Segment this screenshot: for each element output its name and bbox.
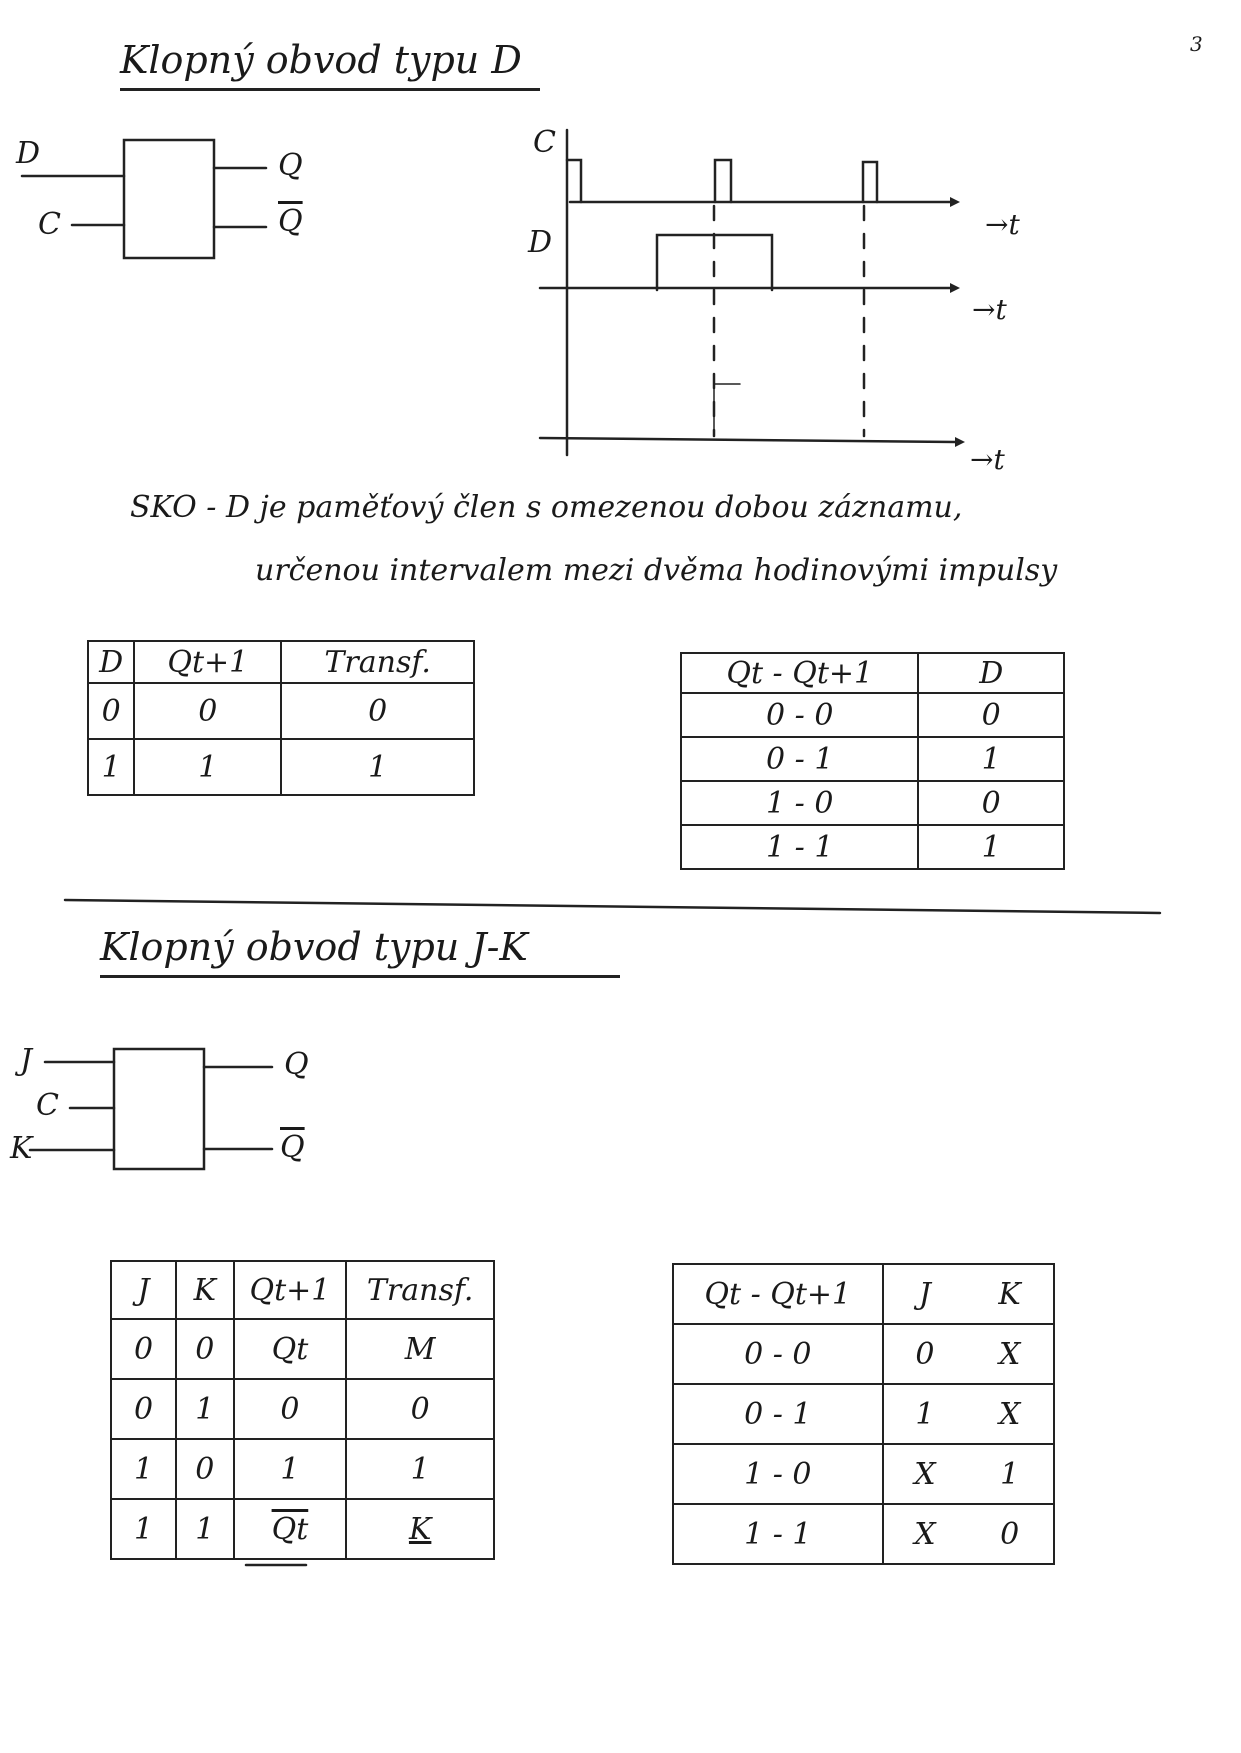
table-header-row <box>673 1264 1054 1324</box>
table-cell: 1 <box>966 1444 1054 1504</box>
table-cell: M <box>346 1319 494 1379</box>
table-row <box>681 693 1064 737</box>
table-cell: X <box>883 1444 967 1504</box>
jk-flipflop-output-qbar-label: $\overline{Q}$ <box>280 1130 305 1165</box>
table-header-cell: K <box>966 1264 1054 1324</box>
c-pulse-1 <box>567 160 581 202</box>
table-row <box>681 825 1064 869</box>
d-excitation-table <box>680 652 1065 870</box>
jk-flipflop-input-j-label: J <box>20 1043 33 1078</box>
section-separator <box>65 900 1160 913</box>
table-cell: 1 <box>88 739 134 795</box>
q-output-step <box>714 384 740 436</box>
table-header-cell: D <box>88 641 134 683</box>
table-row <box>88 683 474 739</box>
jk-flipflop-output-q-label: Q <box>284 1047 309 1082</box>
description-line-2: určenou intervalem mezi dvěma hodinovými impulsy <box>255 553 1058 588</box>
d-flipflop-input-c-label: C <box>38 207 61 242</box>
table-cell: 1 <box>111 1439 176 1499</box>
table-cell: 0 - 0 <box>681 693 918 737</box>
timing-c-label: C <box>533 125 556 160</box>
table-cell: 0 <box>111 1319 176 1379</box>
table-header-cell: Qt - Qt+1 <box>673 1264 883 1324</box>
table-header-row <box>111 1261 494 1319</box>
table-cell: 1 - 0 <box>673 1444 883 1504</box>
timing-axis-label-3: →t <box>970 443 1005 476</box>
table-header-cell: K <box>176 1261 233 1319</box>
c-pulse-3 <box>863 162 877 202</box>
table-cell: 1 <box>134 739 281 795</box>
table-row <box>111 1379 494 1439</box>
jk-flipflop-block <box>114 1049 204 1169</box>
d-flipflop-output-q-label: Q <box>278 148 303 183</box>
description-line-1: SKO - D je paměťový člen s omezenou dobou záznamu, <box>130 490 963 525</box>
table-cell: 1 <box>234 1439 347 1499</box>
table-row <box>673 1504 1054 1564</box>
table-cell: 1 - 1 <box>673 1504 883 1564</box>
table-header-cell: J <box>111 1261 176 1319</box>
table-header-cell: Qt+1 <box>234 1261 347 1319</box>
table-header-cell: D <box>918 653 1064 693</box>
jk-flipflop-input-k-label: K <box>10 1131 33 1166</box>
table-cell: 1 <box>111 1499 176 1559</box>
q-baseline <box>540 438 955 442</box>
table-cell: 0 <box>176 1439 233 1499</box>
table-cell: X <box>966 1324 1054 1384</box>
table-cell: 0 <box>346 1379 494 1439</box>
table-cell: 0 <box>234 1379 347 1439</box>
table-header-cell: Transf. <box>346 1261 494 1319</box>
table-cell: 0 <box>111 1379 176 1439</box>
table-cell: 1 - 0 <box>681 781 918 825</box>
table-cell: 1 - 1 <box>681 825 918 869</box>
jk-excitation-table <box>672 1263 1055 1565</box>
d-flipflop-block <box>124 140 214 258</box>
table-cell: 0 - 0 <box>673 1324 883 1384</box>
table-cell-underlined: K <box>346 1499 494 1559</box>
table-cell: 1 <box>918 825 1064 869</box>
jk-flipflop-input-c-label: C <box>36 1088 59 1123</box>
table-cell: 1 <box>176 1499 233 1559</box>
table-row <box>681 737 1064 781</box>
table-header-row <box>681 653 1064 693</box>
table-cell: 0 <box>918 693 1064 737</box>
table-header-cell: Qt - Qt+1 <box>681 653 918 693</box>
axis-arrows <box>950 197 965 447</box>
timing-d-label: D <box>528 225 553 260</box>
table-row <box>673 1324 1054 1384</box>
table-cell: 1 <box>918 737 1064 781</box>
table-cell: 0 <box>918 781 1064 825</box>
table-cell: Qt <box>234 1319 347 1379</box>
table-cell: 0 <box>281 683 474 739</box>
table-cell: X <box>883 1504 967 1564</box>
d-flipflop-output-qbar-label: $\overline{Q}$ <box>278 204 303 239</box>
jk-truth-table <box>110 1260 495 1560</box>
table-cell: 0 <box>966 1504 1054 1564</box>
table-row <box>681 781 1064 825</box>
table-row <box>111 1439 494 1499</box>
table-header-row <box>88 641 474 683</box>
table-cell: 0 <box>176 1319 233 1379</box>
c-pulse-2 <box>715 160 731 202</box>
table-row <box>673 1384 1054 1444</box>
section-title-d: Klopný obvod typu D <box>120 38 540 91</box>
table-row <box>111 1499 494 1559</box>
table-header-cell: Transf. <box>281 641 474 683</box>
section-title-jk: Klopný obvod typu J-K <box>100 925 620 978</box>
d-flipflop-input-d-label: D <box>16 136 41 171</box>
timing-axis-label-1: →t <box>985 208 1020 241</box>
page-number: 3 <box>1190 32 1203 56</box>
table-cell: 1 <box>281 739 474 795</box>
table-cell: 0 <box>134 683 281 739</box>
table-cell-negated: $\overline{Qt}$ <box>234 1499 347 1559</box>
table-cell: 0 - 1 <box>681 737 918 781</box>
table-cell: 0 <box>88 683 134 739</box>
table-row <box>88 739 474 795</box>
table-cell: 0 - 1 <box>673 1384 883 1444</box>
table-header-cell: J <box>883 1264 967 1324</box>
timing-axis-label-2: →t <box>972 293 1007 326</box>
table-row <box>673 1444 1054 1504</box>
table-cell: 1 <box>346 1439 494 1499</box>
table-header-cell: Qt+1 <box>134 641 281 683</box>
table-row <box>111 1319 494 1379</box>
table-cell: 1 <box>883 1384 967 1444</box>
d-truth-table <box>87 640 475 796</box>
table-cell: X <box>966 1384 1054 1444</box>
table-cell: 1 <box>176 1379 233 1439</box>
table-cell: 0 <box>883 1324 967 1384</box>
